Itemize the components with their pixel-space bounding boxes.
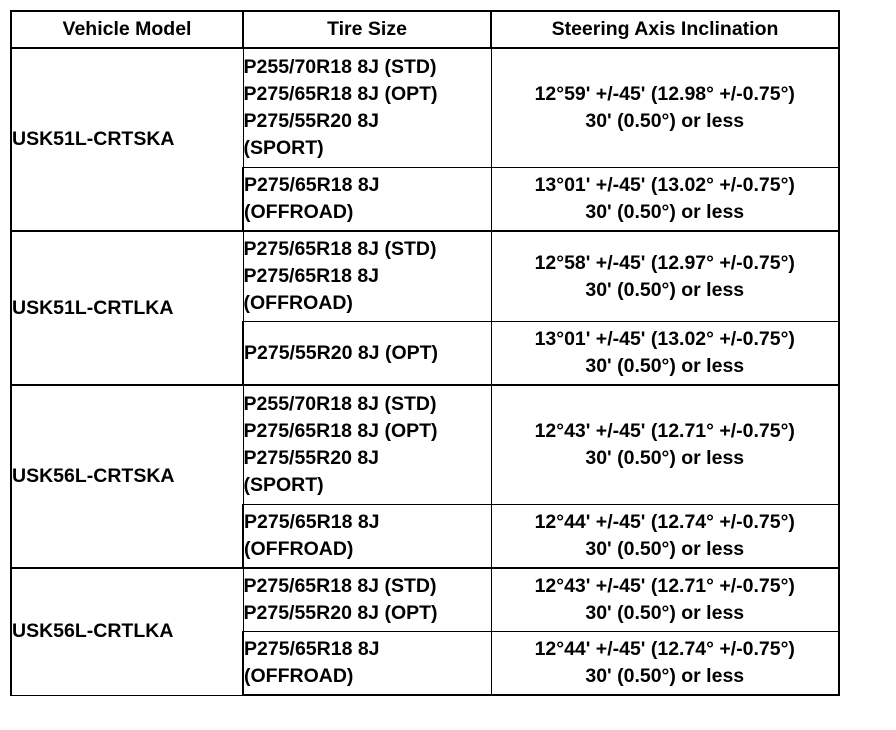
vehicle-model-cell: USK51L-CRTSKA: [11, 48, 243, 231]
tire-size-line: (OFFROAD): [243, 292, 353, 314]
tire-size-line: P275/65R18 8J: [244, 511, 380, 533]
header-row: [11, 11, 839, 48]
sai-cell: [491, 322, 839, 386]
tire-size-line: (SPORT): [243, 137, 324, 159]
sai-value: 12°44' +/-45' (12.74° +/-0.75°): [534, 511, 795, 533]
sai-value: 12°43' +/-45' (12.71° +/-0.75°): [534, 420, 795, 442]
tire-size-line: P275/55R20 8J (OPT): [243, 602, 438, 624]
sai-tolerance: 30' (0.50°) or less: [585, 447, 745, 469]
header-vehicle-model: Vehicle Model: [11, 11, 243, 48]
table-row: [11, 48, 839, 168]
table-row: [11, 385, 839, 505]
tire-size-cell: [243, 505, 491, 569]
table-row: [11, 231, 839, 322]
tire-size-line: (OFFROAD): [244, 538, 354, 560]
tire-size-line: P275/55R20 8J: [243, 447, 380, 469]
tire-size-cell: [243, 48, 491, 168]
tire-size-line: P275/65R18 8J: [243, 265, 380, 287]
tire-size-cell: [243, 231, 491, 322]
sai-cell: [491, 632, 839, 696]
sai-value: 12°59' +/-45' (12.98° +/-0.75°): [534, 83, 795, 105]
tire-size-line: P255/70R18 8J (STD): [243, 393, 437, 415]
table-row: [11, 568, 839, 632]
sai-value: 13°01' +/-45' (13.02° +/-0.75°): [534, 328, 795, 350]
tire-size-cell: [243, 168, 491, 232]
tire-size-line: P255/70R18 8J (STD): [243, 56, 437, 78]
sai-tolerance: 30' (0.50°) or less: [585, 110, 745, 132]
tire-size-line: (OFFROAD): [244, 665, 354, 687]
sai-cell: [491, 231, 839, 322]
tire-size-line: P275/65R18 8J (STD): [243, 238, 437, 260]
sai-tolerance: 30' (0.50°) or less: [585, 538, 745, 560]
tire-size-line: P275/65R18 8J (OPT): [243, 83, 438, 105]
tire-size-line: (SPORT): [243, 474, 324, 496]
header-steering-axis-inclination: Steering Axis Inclination: [491, 11, 839, 48]
sai-value: 12°43' +/-45' (12.71° +/-0.75°): [534, 575, 795, 597]
sai-value: 12°44' +/-45' (12.74° +/-0.75°): [534, 638, 795, 660]
tire-size-cell: [243, 632, 491, 696]
sai-tolerance: 30' (0.50°) or less: [585, 665, 745, 687]
sai-cell: [491, 48, 839, 168]
sai-tolerance: 30' (0.50°) or less: [585, 355, 745, 377]
sai-cell: [491, 505, 839, 569]
tire-size-line: P275/65R18 8J (OPT): [243, 420, 438, 442]
tire-size-line: P275/65R18 8J (STD): [243, 575, 437, 597]
tire-size-line: P275/55R20 8J: [243, 110, 380, 132]
vehicle-model-cell: USK56L-CRTLKA: [11, 568, 243, 695]
tire-size-cell: [243, 568, 491, 632]
sai-value: 13°01' +/-45' (13.02° +/-0.75°): [534, 174, 795, 196]
tire-size-cell: [243, 322, 491, 386]
sai-value: 12°58' +/-45' (12.97° +/-0.75°): [534, 251, 795, 274]
sai-tolerance: 30' (0.50°) or less: [585, 201, 745, 223]
tire-size-line: P275/65R18 8J: [244, 638, 380, 660]
header-tire-size: Tire Size: [243, 11, 491, 48]
tire-size-line: (OFFROAD): [244, 201, 354, 223]
sai-tolerance: 30' (0.50°) or less: [585, 602, 745, 624]
vehicle-model-cell: USK56L-CRTSKA: [11, 385, 243, 568]
sai-cell: [491, 168, 839, 232]
tire-size-line: P275/65R18 8J: [244, 174, 380, 196]
tire-size-line: P275/55R20 8J (OPT): [244, 341, 439, 364]
sai-cell: [491, 568, 839, 632]
sai-tolerance: 30' (0.50°) or less: [585, 278, 745, 301]
sai-cell: [491, 385, 839, 505]
vehicle-model-cell: USK51L-CRTLKA: [11, 231, 243, 385]
tire-size-cell: [243, 385, 491, 505]
steering-axis-inclination-table: [10, 10, 840, 696]
